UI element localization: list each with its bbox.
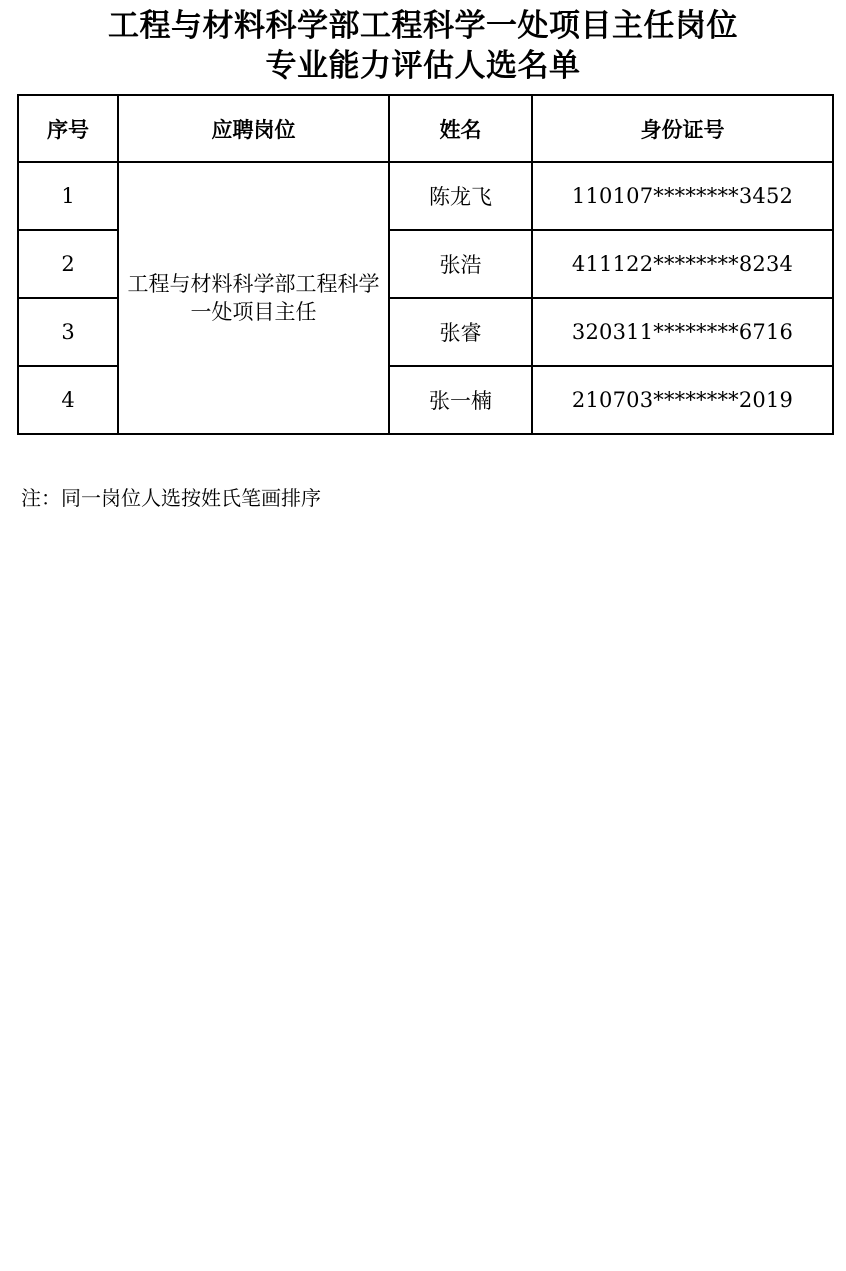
row-id-number: 320311********6716 <box>532 298 833 366</box>
table-header-row <box>18 95 833 162</box>
row-index: 2 <box>18 230 118 298</box>
row-index: 4 <box>18 366 118 434</box>
header-name: 姓名 <box>389 95 532 162</box>
row-index: 3 <box>18 298 118 366</box>
header-index: 序号 <box>18 95 118 162</box>
header-position: 应聘岗位 <box>118 95 389 162</box>
row-id-number: 110107********3452 <box>532 162 833 230</box>
row-name: 张一楠 <box>389 366 532 434</box>
page-subtitle: 专业能力评估人选名单 <box>265 48 581 84</box>
table-row <box>18 162 833 230</box>
header-id-number: 身份证号 <box>532 95 833 162</box>
position-cell: 工程与材料科学部工程科学一处项目主任 <box>118 162 389 434</box>
candidate-table <box>17 94 834 435</box>
row-id-number: 411122********8234 <box>532 230 833 298</box>
footnote: 注：同一岗位人选按姓氏笔画排序 <box>21 486 321 510</box>
row-name: 陈龙飞 <box>389 162 532 230</box>
page-title: 工程与材料科学部工程科学一处项目主任岗位 <box>108 8 738 44</box>
row-id-number: 210703********2019 <box>532 366 833 434</box>
row-name: 张浩 <box>389 230 532 298</box>
row-index: 1 <box>18 162 118 230</box>
row-name: 张睿 <box>389 298 532 366</box>
